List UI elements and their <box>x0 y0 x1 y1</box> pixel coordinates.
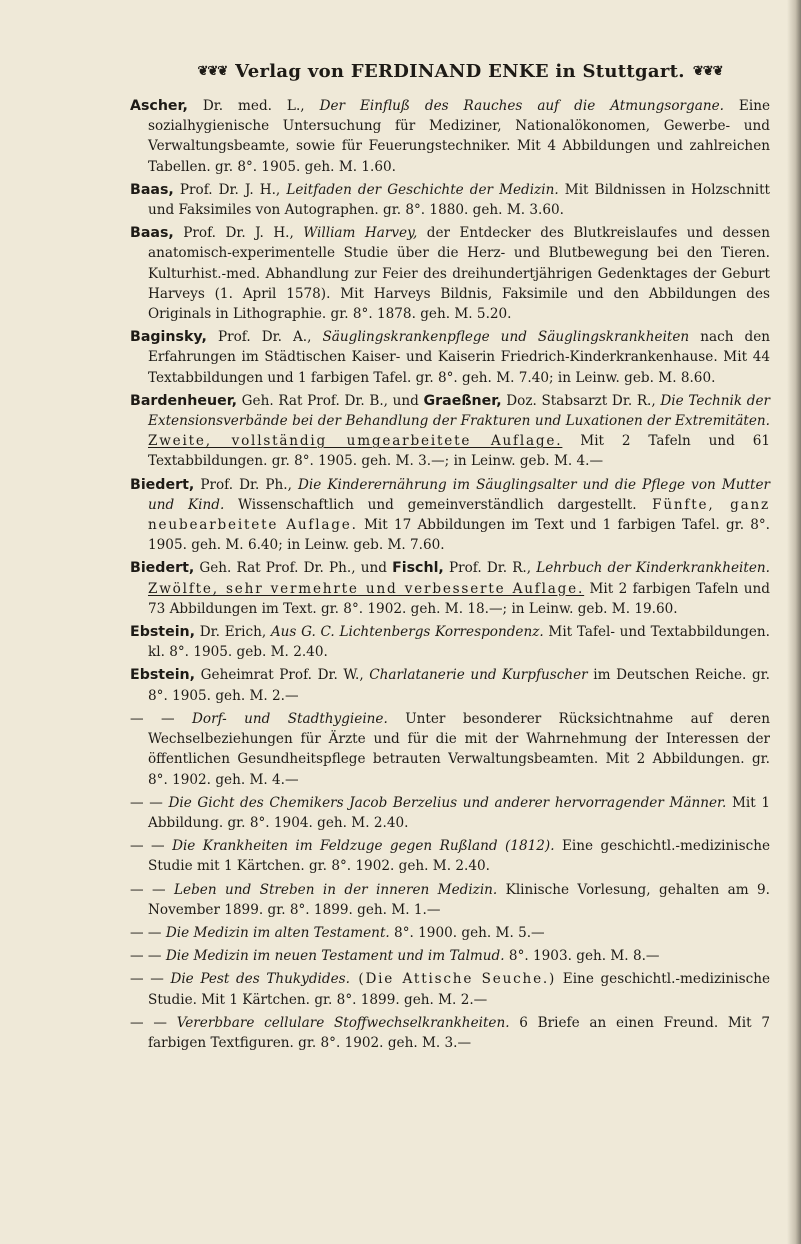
entry-details: der Entdecker des Blutkreislaufes und dessen anatomisch-experimentelle Studie über die Herz- und Blutbewegung bei den Tieren. Kulturhist.-med. Abhandlung zur Feier des dreihundertjährigen Gedenktages der Geburt Harveys (1. April 1578). Mit Harveys Bildnis, Faksimile und den Abbildungen des Originals in Lithographie. gr. 8°. 1878. geh. M. 5.20. <box>148 225 770 323</box>
entry-author: Biedert, <box>130 560 195 577</box>
catalog-entries <box>130 96 770 1056</box>
entry-title: Die Pest des Thukydides. <box>170 971 350 988</box>
entry-author-info: Dr. med. L., <box>187 98 320 114</box>
publisher-header-text: Verlag von FERDINAND ENKE in Stuttgart. <box>235 60 685 82</box>
catalog-entry <box>130 1013 770 1053</box>
entry-ditto-mark: — — <box>130 948 162 965</box>
catalog-entry <box>130 391 770 472</box>
entry-details: Mit Bildnissen in Holzschnitt und Faksimiles von Autographen. gr. 8°. 1880. geh. M. 3.60. <box>148 181 770 219</box>
entry-author-info <box>166 882 174 898</box>
entry-author: Ascher, <box>130 98 188 114</box>
entry-details: Mit 1 Abbildung. gr. 8°. 1904. geh. M. 2.40. <box>148 794 770 831</box>
entry-details: 8°. 1903. geh. M. 8.— <box>504 948 660 965</box>
entry-title: Die Medizin im neuen Testament und im Talmud. <box>165 948 505 965</box>
entry-details: Klinische Vorlesung, gehalten am 9. November 1899. gr. 8°. 1899. geh. M. 1.— <box>148 881 771 918</box>
catalog-entry <box>130 709 770 790</box>
entry-author-info: Geh. Rat Prof. Dr. B., und <box>237 392 424 409</box>
catalog-entry <box>130 475 770 556</box>
catalog-entry <box>130 946 770 966</box>
entry-details: nach den Erfahrungen im Städtischen Kaiser- und Kaiserin Friedrich-Kinderkrankenhause. Mit 44 Textabbildungen und 1 farbigen Tafel. gr. 8°. geh. M. 7.40; in Leinw. geb. M. 8.60. <box>148 329 770 386</box>
entry-author: Ebstein, <box>130 667 196 684</box>
catalog-entry <box>130 327 770 388</box>
catalog-entry <box>130 622 770 662</box>
catalog-entry <box>130 223 770 324</box>
entry-title: Säuglingskrankenpflege und Säuglingskrankheiten <box>322 329 690 346</box>
entry-title: Vererbbare cellulare Stoffwechselkrankheiten. <box>176 1014 510 1031</box>
entry-title: Lehrbuch der Kinderkrankheiten. <box>536 560 770 577</box>
entry-details: Eine geschichtl.-medizinische Studie. Mit 1 Kärtchen. gr. 8°. 1899. geh. M. 2.— <box>148 971 770 1008</box>
entry-coauthor-info: Prof. Dr. R., <box>443 560 537 577</box>
entry-author-info <box>165 838 172 854</box>
entry-author: Baas, <box>130 181 174 198</box>
entry-edition: Zwölfte, sehr vermehrte und verbesserte Auflage. <box>148 580 585 597</box>
entry-title: Charlatanerie und Kurpfuscher <box>369 667 588 684</box>
entry-details: Eine geschichtl.-medizinische Studie mit 1 Kärtchen. gr. 8°. 1902. geh. M. 2.40. <box>148 838 770 875</box>
entry-ditto-mark: — — <box>130 838 165 855</box>
entry-details: 8°. 1900. geh. M. 5.— <box>389 924 545 941</box>
entry-title: Die Krankheiten im Feldzuge gegen Rußland (1812). <box>172 838 555 855</box>
ornament-right-icon: ❦❦❦ <box>692 63 723 79</box>
entry-details: Mit Tafel- und Textabbildungen. kl. 8°. 1905. geb. M. 2.40. <box>148 624 771 661</box>
entry-details: Mit 2 farbigen Tafeln und 73 Abbildungen im Text. gr. 8°. 1902. geh. M. 18.—; in Leinw. geb. M. 19.60. <box>148 580 770 617</box>
catalog-entry <box>130 180 770 220</box>
entry-title: Die Gicht des Chemikers Jacob Berzelius und anderer hervorragender Männer. <box>168 794 727 811</box>
catalog-entry <box>130 793 770 833</box>
entry-edition: Zweite, vollständig umgearbeitete Auflage. <box>148 433 563 450</box>
entry-title: Leitfaden der Geschichte der Medizin. <box>286 181 559 198</box>
entry-ditto-mark: — — <box>130 924 162 941</box>
entry-author-info <box>167 1015 177 1031</box>
entry-author-info: Prof. Dr. J. H., <box>173 225 304 242</box>
entry-details: im Deutschen Reiche. gr. 8°. 1905. geh. M. 2.— <box>148 667 771 704</box>
entry-edition: Fünfte, ganz neubearbeitete Auflage. <box>148 496 770 534</box>
entry-author-info: Dr. Erich, <box>195 624 271 641</box>
entry-title: Aus G. C. Lichtenbergs Korrespondenz. <box>270 624 544 641</box>
catalog-entry <box>130 880 770 920</box>
entry-author: Bardenheuer, <box>130 392 238 409</box>
entry-details: 6 Briefe an einen Freund. Mit 7 farbigen Textfiguren. gr. 8°. 1902. geh. M. 3.— <box>148 1014 771 1051</box>
entry-title: Die Medizin im alten Testament. <box>165 924 390 941</box>
entry-author-info: Prof. Dr. J. H., <box>173 181 287 198</box>
entry-title: Leben und Streben in der inneren Medizin. <box>174 881 498 898</box>
entry-author-info: Prof. Dr. A., <box>206 329 323 346</box>
entry-coauthor: Graeßner, <box>423 392 502 409</box>
entry-ditto-mark: — — <box>130 710 175 727</box>
publisher-header <box>140 56 780 86</box>
entry-author-info: Geheimrat Prof. Dr. W., <box>195 667 370 684</box>
entry-ditto-mark: — — <box>130 971 164 988</box>
entry-description: Wissenschaftlich und gemeinverständlich dargestellt. <box>224 496 637 513</box>
entry-author: Baginsky, <box>130 329 207 346</box>
entry-title: Die Kinderernährung im Säuglingsalter und die Pflege von Mutter und Kind. <box>148 476 770 513</box>
entry-coauthor: Fischl, <box>392 560 444 577</box>
entry-author-info: Prof. Dr. Ph., <box>194 476 298 493</box>
catalog-entry <box>130 969 770 1009</box>
entry-title: William Harvey, <box>303 225 418 242</box>
entry-author: Biedert, <box>130 476 195 493</box>
entry-author: Ebstein, <box>130 624 196 641</box>
entry-ditto-mark: — — <box>130 794 163 811</box>
ornament-left-icon: ❦❦❦ <box>197 63 228 79</box>
entry-ditto-mark: — — <box>130 881 166 898</box>
catalog-entry <box>130 96 770 177</box>
entry-title: Dorf- und Stadthygieine. <box>192 710 388 727</box>
entry-author: Baas, <box>130 225 174 242</box>
entry-details: Mit 17 Abbildungen im Text und 1 farbigen Tafel. gr. 8°. 1905. geh. M. 6.40; in Leinw. geb. M. 7.60. <box>148 517 771 554</box>
entry-ditto-mark: — — <box>130 1014 167 1031</box>
page-edge-shadow <box>787 0 801 1244</box>
entry-coauthor-info: Doz. Stabsarzt Dr. R., <box>501 392 661 409</box>
entry-details: Eine sozialhygienische Untersuchung für Mediziner, Nationalökonomen, Gewerbe- und Verwaltungsbeamte, sowie für Feuerungstechniker. Mit 4 Abbildungen und zahlreichen Tabellen. gr. 8°. 1905. geh. M. 1.60. <box>148 98 771 175</box>
entry-details: Unter besonderer Rücksichtnahme auf deren Wechselbeziehungen für Ärzte und für die mit der Wahrnehmung der Interessen der öffentlichen Gesundheitspflege betrauten Verwaltungsbeamten. Mit 2 Abbildungen. gr. 8°. 1902. geh. M. 4.— <box>148 710 770 788</box>
catalog-entry <box>130 558 770 619</box>
entry-author-info <box>175 711 192 727</box>
entry-author-info: Geh. Rat Prof. Dr. Ph., und <box>194 560 393 577</box>
catalog-entry <box>130 923 770 943</box>
entry-subtitle: (Die Attische Seuche.) <box>349 971 557 988</box>
entry-title: Der Einfluß des Rauches auf die Atmungsorgane. <box>319 98 724 114</box>
catalog-entry <box>130 836 770 876</box>
entry-details: Mit 2 Tafeln und 61 Textabbildungen. gr. 8°. 1905. geh. M. 3.—; in Leinw. geb. M. 4.— <box>148 433 770 470</box>
entry-title: Die Technik der Extensionsverbände bei der Behandlung der Frakturen und Luxationen der Extremitäten. <box>148 392 770 430</box>
catalog-entry <box>130 665 770 705</box>
